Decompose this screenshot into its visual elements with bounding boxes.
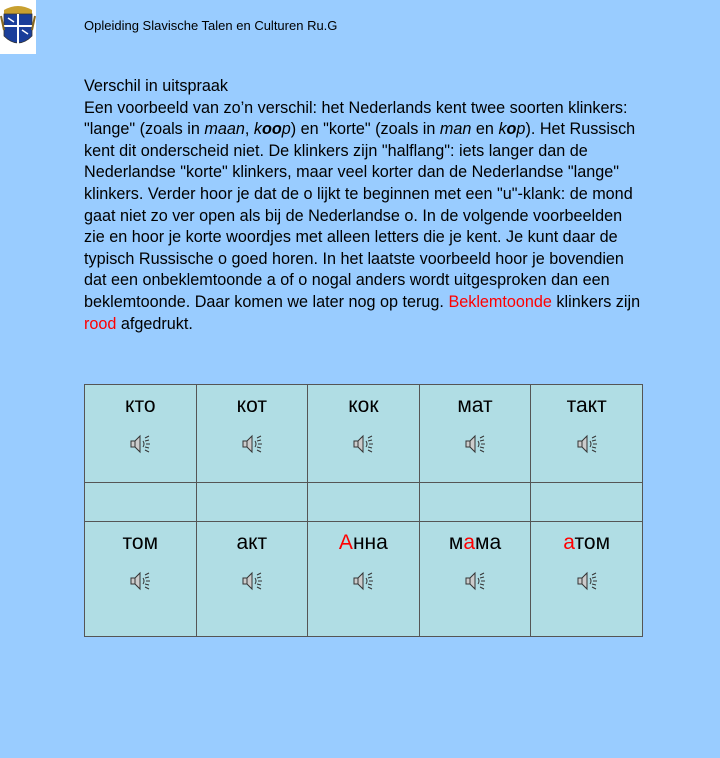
word-cell: [85, 385, 197, 483]
speaker-icon[interactable]: [576, 570, 598, 597]
intro-text-part: Een voorbeeld van zo’n verschil: het Nederlands kent twee soorten klinkers: "lange" (zoals in: [84, 98, 628, 139]
example-kop: kop: [498, 120, 526, 139]
intro-text-part: afgedrukt.: [116, 314, 193, 333]
word-label: Анна: [338, 531, 388, 554]
spacer-row: [85, 483, 643, 522]
intro-text-part: ). Het Russisch kent dit onderscheid niet. De klinkers zijn "halflang": iets langer dan de Nederlandse "korte" klinkers, maar veel korter dan de Nederlandse "lange" klinkers. Verder hoor je dat de o lijkt te beginnen met een "u"-klank: de mond gaat niet zo ver open als bij de Nederlandse o. In de volgende voorbeelden zie en hoor je korte woordjes met alleen letters die je kent. Je kunt daar de typisch Russische o goed horen. In het laatste voorbeeld hoor je bovendien dat een onbeklemtoonde a of o nogal anders wordt uitgesproken dan een beklemtoonde. Daar komen we later nog op terug.: [84, 120, 636, 311]
word-cell: [308, 385, 420, 483]
coat-of-arms-logo: [0, 0, 36, 54]
highlight-beklemtoonde: Beklemtoonde: [448, 292, 552, 311]
word-label: кот: [236, 394, 267, 417]
word-cell: [531, 385, 643, 483]
empty-cell: [196, 483, 308, 522]
word-cell: [419, 522, 531, 637]
word-row-2: [85, 522, 643, 637]
word-row-1: [85, 385, 643, 483]
empty-cell: [531, 483, 643, 522]
intro-text-part: ,: [244, 120, 254, 139]
page-header-title: Opleiding Slavische Talen en Culturen Ru.G: [84, 18, 338, 33]
word-label: акт: [236, 531, 268, 554]
empty-cell: [308, 483, 420, 522]
word-label: такт: [566, 394, 607, 417]
section-heading: Verschil in uitspraak: [84, 77, 228, 95]
word-cell: [196, 522, 308, 637]
intro-text-part: klinkers zijn: [551, 292, 641, 311]
word-label: мат: [457, 394, 493, 417]
highlight-rood: rood: [84, 314, 117, 333]
word-label: мама: [448, 531, 502, 554]
speaker-icon[interactable]: [241, 570, 263, 597]
word-cell: [85, 522, 197, 637]
word-cell: [531, 522, 643, 637]
word-label: атом: [563, 531, 611, 554]
word-label: кто: [125, 394, 156, 417]
word-label: том: [122, 531, 159, 554]
speaker-icon[interactable]: [464, 570, 486, 597]
empty-cell: [419, 483, 531, 522]
speaker-icon[interactable]: [576, 433, 598, 460]
word-label: кок: [348, 394, 379, 417]
speaker-icon[interactable]: [129, 570, 151, 597]
word-cell: [308, 522, 420, 637]
intro-text: [84, 76, 644, 335]
speaker-icon[interactable]: [241, 433, 263, 460]
example-koop: koop: [253, 120, 291, 139]
word-table: [84, 384, 643, 637]
word-cell: [196, 385, 308, 483]
empty-cell: [85, 483, 197, 522]
speaker-icon[interactable]: [352, 433, 374, 460]
speaker-icon[interactable]: [352, 570, 374, 597]
intro-text-part: ) en "korte" (zoals in: [290, 120, 440, 139]
example-maan: maan: [204, 120, 245, 139]
speaker-icon[interactable]: [129, 433, 151, 460]
example-man: man: [439, 120, 472, 139]
speaker-icon[interactable]: [464, 433, 486, 460]
word-cell: [419, 385, 531, 483]
intro-text-part: en: [471, 120, 499, 139]
